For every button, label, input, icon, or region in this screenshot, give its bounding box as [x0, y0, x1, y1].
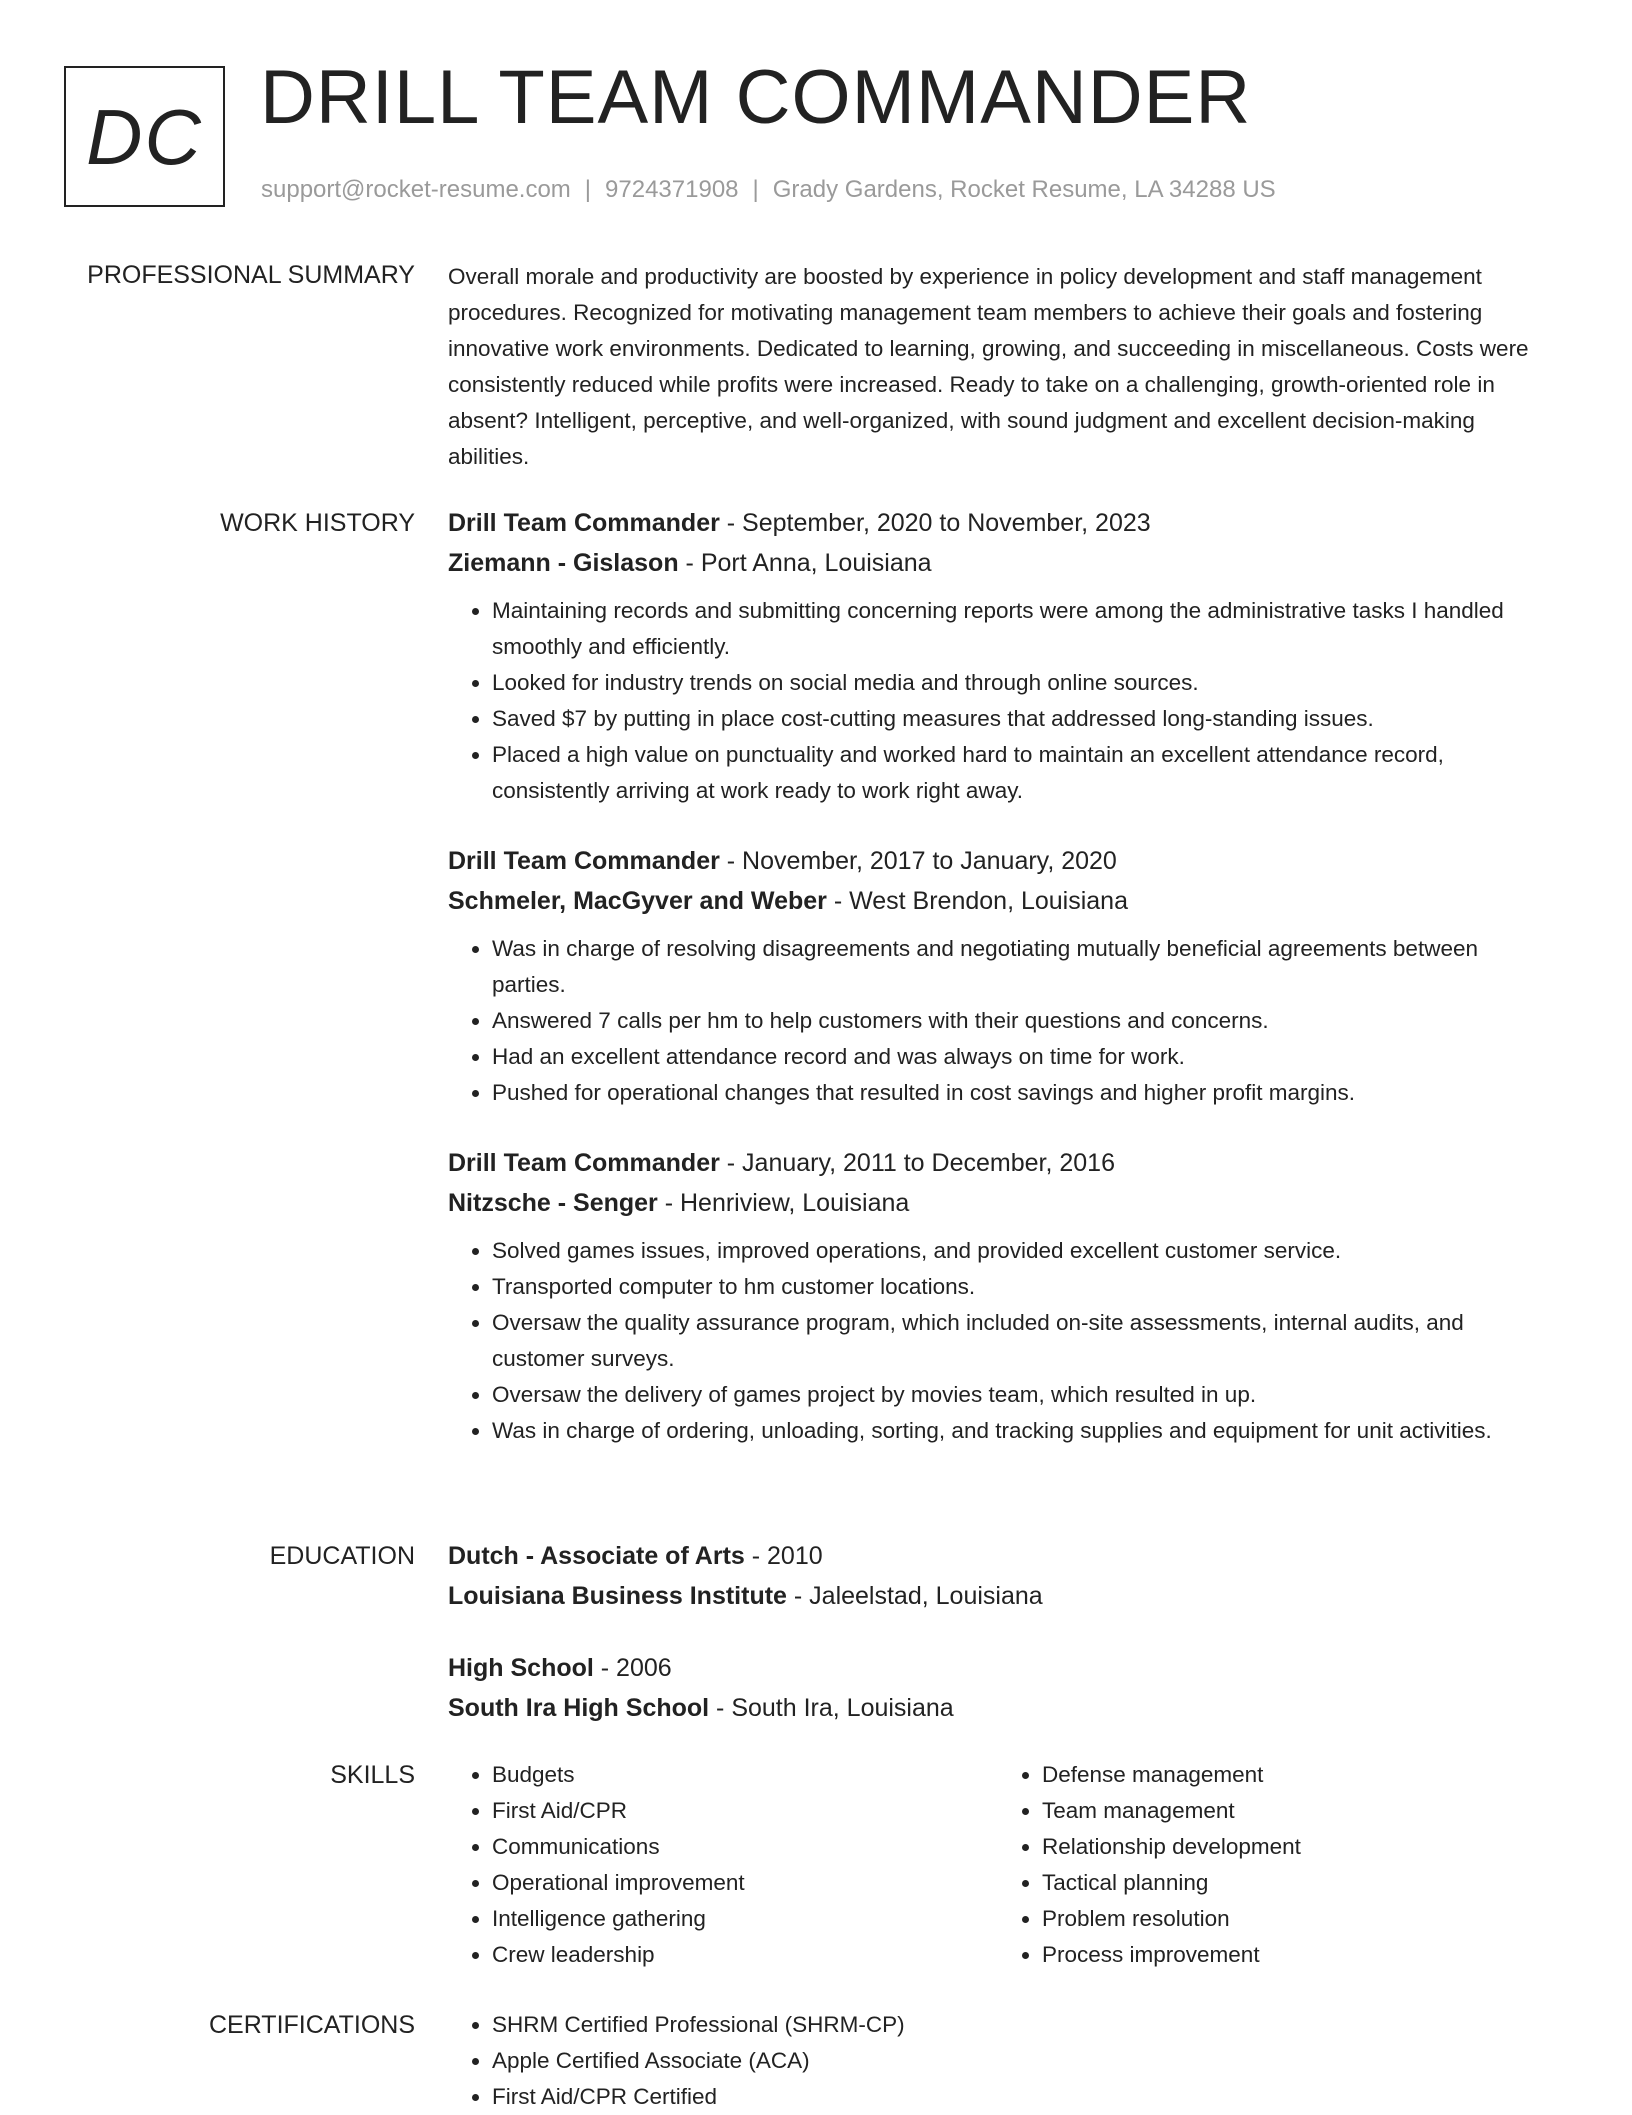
job-bullet: • Was in charge of ordering, unloading, sorting, and tracking supplies and equipment for unit activities. [492, 1413, 1558, 1449]
education-degree: High School [448, 1654, 594, 1682]
job-bullet: • Solved games issues, improved operations, and provided excellent customer service. [492, 1233, 1558, 1269]
job-location: - West Brendon, Louisiana [826, 887, 1128, 915]
skill-item: • Budgets [492, 1757, 998, 1793]
skills-column-right [998, 1757, 1548, 1973]
section-title-education: EDUCATION [269, 1542, 415, 1570]
education-entry [448, 1536, 1558, 1616]
job-dates: - September, 2020 to November, 2023 [719, 509, 1151, 537]
education-entry [448, 1648, 1558, 1728]
job-entry [448, 1143, 1558, 1449]
monogram-initials: DC [86, 92, 203, 181]
education-location: - South Ira, Louisiana [709, 1694, 954, 1722]
skill-item: • Relationship development [1042, 1829, 1548, 1865]
certification-item: • First Aid/CPR Certified [492, 2079, 1558, 2115]
contact-separator: | [752, 176, 759, 203]
job-bullet: • Maintaining records and submitting concerning reports were among the administrative tasks I handled smoothly and efficiently. [492, 593, 1558, 665]
skill-item: • Operational improvement [492, 1865, 998, 1901]
section-title-certifications: CERTIFICATIONS [208, 2011, 415, 2039]
job-bullet: • Pushed for operational changes that resulted in cost savings and higher profit margins. [492, 1075, 1558, 1111]
job-bullet: • Placed a high value on punctuality and worked hard to maintain an excellent attendance record, consistently arriving at work ready to work right away. [492, 737, 1558, 809]
education-year: - 2006 [593, 1654, 672, 1682]
job-bullet: • Saved $7 by putting in place cost-cutting measures that addressed long-standing issues. [492, 701, 1558, 737]
skill-item: • Process improvement [1042, 1937, 1548, 1973]
education-school: Louisiana Business Institute [448, 1582, 787, 1610]
job-bullet: • Looked for industry trends on social media and through online sources. [492, 665, 1558, 701]
certification-item: • SHRM Certified Professional (SHRM-CP) [492, 2007, 1558, 2043]
job-bullet: • Answered 7 calls per hm to help customers with their questions and concerns. [492, 1003, 1558, 1039]
job-bullet: • Had an excellent attendance record and was always on time for work. [492, 1039, 1558, 1075]
skill-item: • Defense management [1042, 1757, 1548, 1793]
job-company: Nitzsche - Senger [448, 1189, 658, 1217]
education-location: - Jaleelstad, Louisiana [786, 1582, 1043, 1610]
summary-text: Overall morale and productivity are boosted by experience in policy development and staff management procedures. Recognized for motivating management team members to achieve their goals and fostering innovative work environments. Dedicated to learning, growing, and succeeding in miscellaneous. Costs were consistently reduced while profits were increased. Ready to take on a challenging, growth-oriented role in absent? Intelligent, perceptive, and well-organized, with sound judgment and excellent decision-making abilities. [448, 264, 1529, 469]
skill-item: • First Aid/CPR [492, 1793, 998, 1829]
contact-address: Grady Gardens, Rocket Resume, LA 34288 US [772, 176, 1276, 203]
contact-line [261, 176, 1276, 204]
job-company-line [448, 1183, 1558, 1223]
job-location: - Port Anna, Louisiana [678, 549, 932, 577]
section-title-summary: PROFESSIONAL SUMMARY [87, 261, 415, 289]
job-company: Schmeler, MacGyver and Weber [448, 887, 827, 915]
skills-list [448, 1757, 998, 1973]
job-location: - Henriview, Louisiana [657, 1189, 910, 1217]
job-role: Drill Team Commander [448, 847, 720, 875]
education-body [448, 1536, 1558, 1760]
education-degree-line [448, 1536, 1558, 1576]
skill-item: • Problem resolution [1042, 1901, 1548, 1937]
job-dates: - January, 2011 to December, 2016 [719, 1149, 1115, 1177]
work-history-body [448, 503, 1558, 1481]
skills-grid [448, 1757, 1558, 1973]
job-role: Drill Team Commander [448, 1149, 720, 1177]
skills-column-left [448, 1757, 998, 1973]
job-bullets [448, 593, 1558, 809]
skill-item: • Intelligence gathering [492, 1901, 998, 1937]
education-school-line [448, 1688, 1558, 1728]
education-school-line [448, 1576, 1558, 1616]
skills-body [448, 1757, 1558, 1973]
education-degree: Dutch - Associate of Arts [448, 1542, 745, 1570]
job-role-line [448, 503, 1558, 543]
section-title-skills: SKILLS [330, 1761, 415, 1789]
skill-item: • Communications [492, 1829, 998, 1865]
job-company-line [448, 543, 1558, 583]
skill-item: • Crew leadership [492, 1937, 998, 1973]
certification-item: • Apple Certified Associate (ACA) [492, 2043, 1558, 2079]
skills-list [998, 1757, 1548, 1973]
contact-separator: | [584, 176, 592, 203]
job-bullets [448, 931, 1558, 1111]
job-company: Ziemann - Gislason [448, 549, 679, 577]
job-role-line [448, 1143, 1558, 1183]
skill-item: • Team management [1042, 1793, 1548, 1829]
job-bullet: • Was in charge of resolving disagreements and negotiating mutually beneficial agreements between parties. [492, 931, 1558, 1003]
education-school: South Ira High School [448, 1694, 710, 1722]
contact-email[interactable]: support@rocket-resume.com [261, 176, 571, 203]
job-company-line [448, 881, 1558, 921]
education-degree-line [448, 1648, 1558, 1688]
job-role: Drill Team Commander [448, 509, 720, 537]
certifications-body [448, 2007, 1558, 2115]
job-bullet: • Transported computer to hm customer locations. [492, 1269, 1558, 1305]
job-role-line [448, 841, 1558, 881]
job-entry [448, 503, 1558, 809]
certifications-list [448, 2007, 1558, 2115]
candidate-name: DRILL TEAM COMMANDER [260, 55, 1252, 140]
monogram-badge [64, 66, 225, 207]
contact-phone[interactable]: 9724371908 [605, 176, 739, 203]
job-bullet: • Oversaw the delivery of games project by movies team, which resulted in up. [492, 1377, 1558, 1413]
job-bullets [448, 1233, 1558, 1449]
section-title-work-history: WORK HISTORY [220, 509, 415, 537]
job-bullet: • Oversaw the quality assurance program, which included on-site assessments, internal audits, and customer surveys. [492, 1305, 1558, 1377]
education-year: - 2010 [744, 1542, 823, 1570]
job-dates: - November, 2017 to January, 2020 [719, 847, 1117, 875]
summary-body [448, 259, 1558, 475]
skill-item: • Tactical planning [1042, 1865, 1548, 1901]
job-entry [448, 841, 1558, 1111]
